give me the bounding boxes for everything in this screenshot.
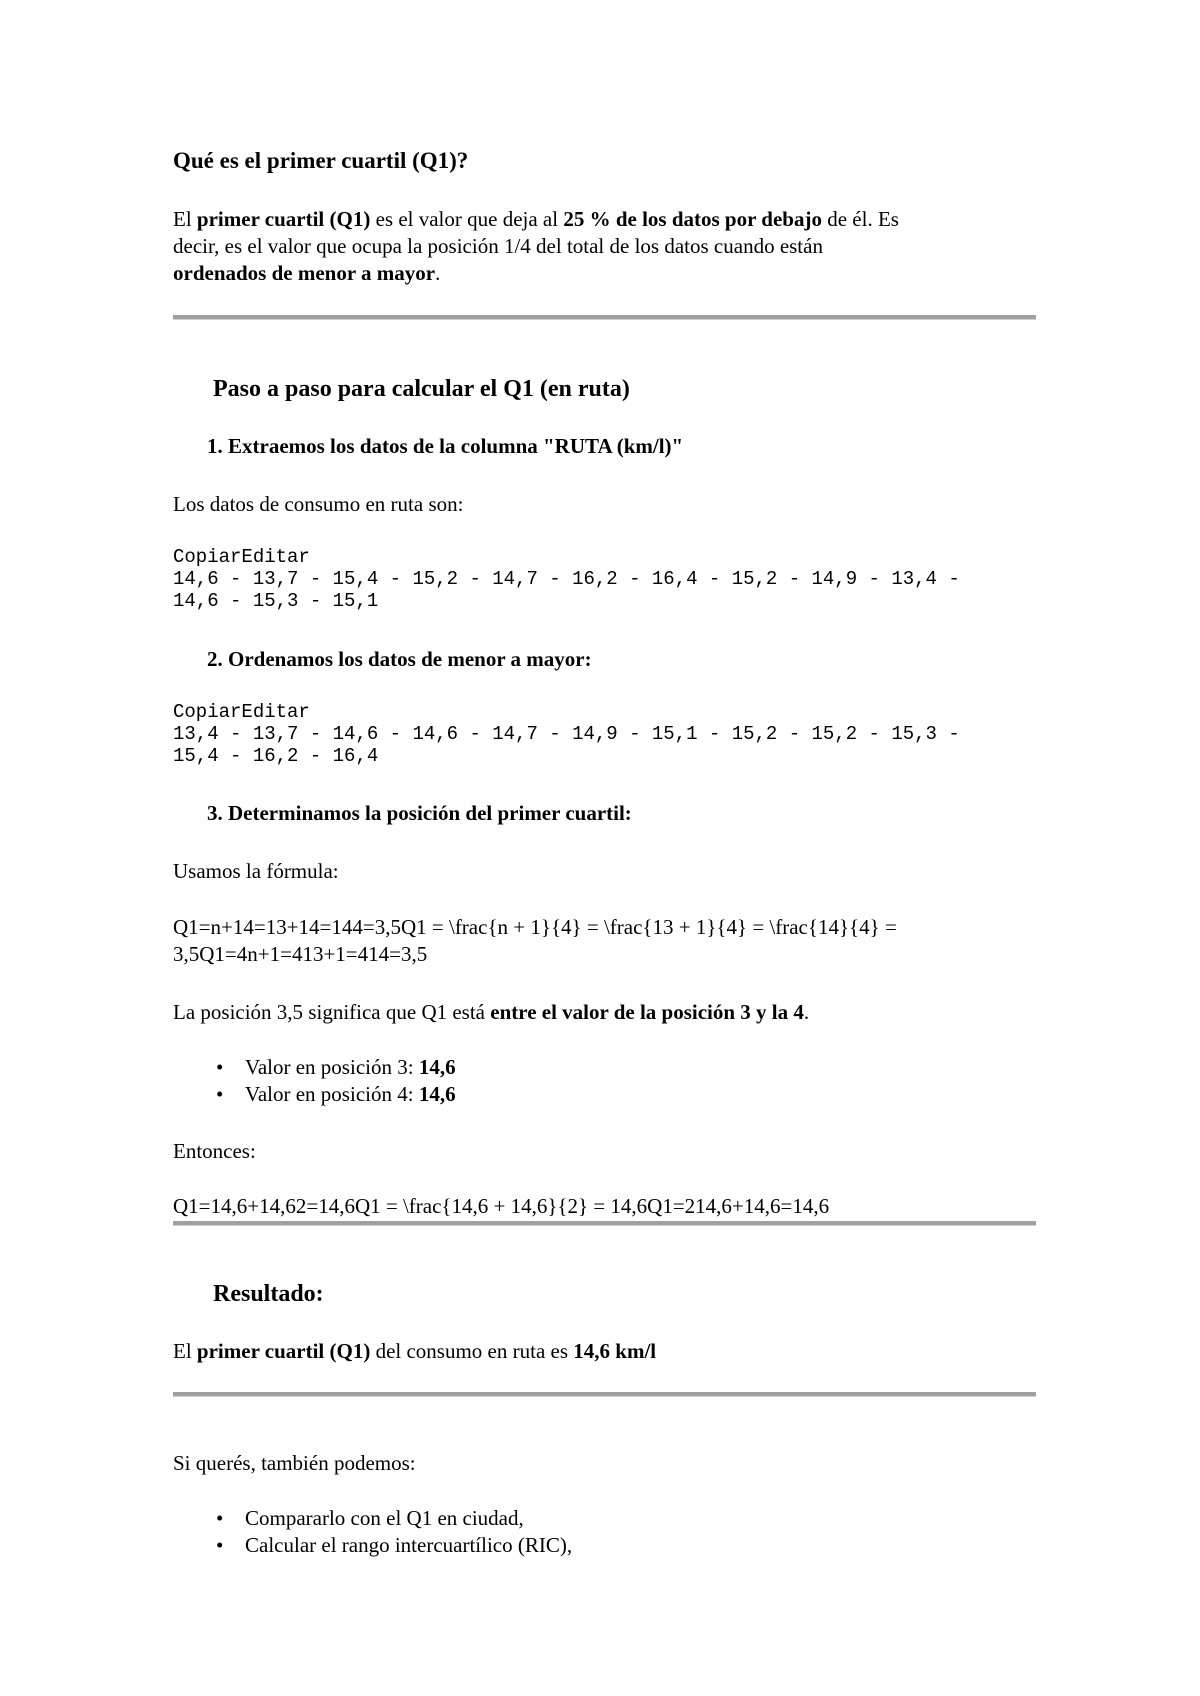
code-line: 13,4 - 13,7 - 14,6 - 14,6 - 14,7 - 14,9 - 15,1 - 15,2 - 15,2 - 15,3 -: [173, 723, 960, 745]
list-item: • Valor en posición 4: 14,6: [173, 1081, 456, 1108]
code-line: 14,6 - 13,7 - 15,4 - 15,2 - 14,7 - 16,2 - 16,4 - 15,2 - 14,9 - 13,4 -: [173, 568, 960, 590]
position-values-list: [173, 1054, 456, 1108]
step-1-title: 1. Extraemos los datos de la columna "RUTA (km/l)": [207, 434, 684, 458]
list-item: • Valor en posición 3: 14,6: [173, 1054, 456, 1081]
step-3-title: 3. Determinamos la posición del primer cuartil:: [207, 801, 632, 825]
result-formula: Q1=14,6+14,62=14,6Q1 = \frac{14,6 + 14,6}{2} = 14,6Q1=214,6+14,6=14,6: [173, 1194, 830, 1218]
definition-line-1: El primer cuartil (Q1) es el valor que deja al 25 % de los datos por debajo de él. Es: [173, 207, 899, 231]
formula-line: Q1=n+14=13+14=144=3,5Q1 = \frac{n + 1}{4} = \frac{13 + 1}{4} = \frac{14}{4} =: [173, 915, 897, 939]
step-2-title: 2. Ordenamos los datos de menor a mayor:: [207, 647, 592, 671]
term-25-percent: 25 % de los datos por debajo: [563, 207, 822, 231]
list-item: • Compararlo con el Q1 en ciudad,: [173, 1505, 572, 1532]
result-title: Resultado:: [213, 1281, 324, 1307]
code-block-sorted-data: [173, 701, 960, 767]
code-copy-label[interactable]: CopiarEditar: [173, 546, 310, 568]
code-line: 14,6 - 15,3 - 15,1: [173, 590, 379, 612]
code-copy-label[interactable]: CopiarEditar: [173, 701, 310, 723]
followup-intro: Si querés, también podemos:: [173, 1451, 416, 1475]
horizontal-rule: [173, 1392, 1036, 1397]
then-label: Entonces:: [173, 1139, 256, 1163]
definition-line-2: decir, es el valor que ocupa la posición 1/4 del total de los datos cuando están: [173, 234, 823, 258]
term-primer-cuartil: primer cuartil (Q1): [196, 207, 371, 231]
list-item: • Calcular el rango intercuartílico (RIC),: [173, 1532, 572, 1559]
section-title-q1: Qué es el primer cuartil (Q1)?: [173, 148, 469, 173]
value-bold: 14,6: [418, 1055, 456, 1079]
horizontal-rule: [173, 315, 1036, 320]
section-title-paso-a-paso: Paso a paso para calcular el Q1 (en ruta): [213, 376, 630, 402]
code-block-raw-data: [173, 546, 960, 612]
formula-line: 3,5Q1=4n+1=413+1=414=3,5: [173, 942, 428, 966]
position-bold: entre el valor de la posición 3 y la 4: [490, 1000, 804, 1024]
result-paragraph: El primer cuartil (Q1) del consumo en ruta es 14,6 km/l: [173, 1339, 657, 1363]
step-1-intro: Los datos de consumo en ruta son:: [173, 492, 464, 516]
formula-block: [173, 914, 897, 968]
value-bold: 14,6: [418, 1082, 456, 1106]
definition-line-3: ordenados de menor a mayor.: [173, 261, 441, 285]
code-line: 15,4 - 16,2 - 16,4: [173, 745, 379, 767]
formula-intro: Usamos la fórmula:: [173, 859, 339, 883]
followup-list: [173, 1505, 572, 1559]
definition-paragraph: [173, 206, 899, 287]
position-explanation: La posición 3,5 significa que Q1 está entre el valor de la posición 3 y la 4.: [173, 1000, 810, 1024]
term-ordenados: ordenados de menor a mayor: [173, 261, 436, 285]
horizontal-rule: [173, 1221, 1036, 1226]
result-value: 14,6 km/l: [573, 1339, 657, 1363]
result-term: primer cuartil (Q1): [196, 1339, 371, 1363]
